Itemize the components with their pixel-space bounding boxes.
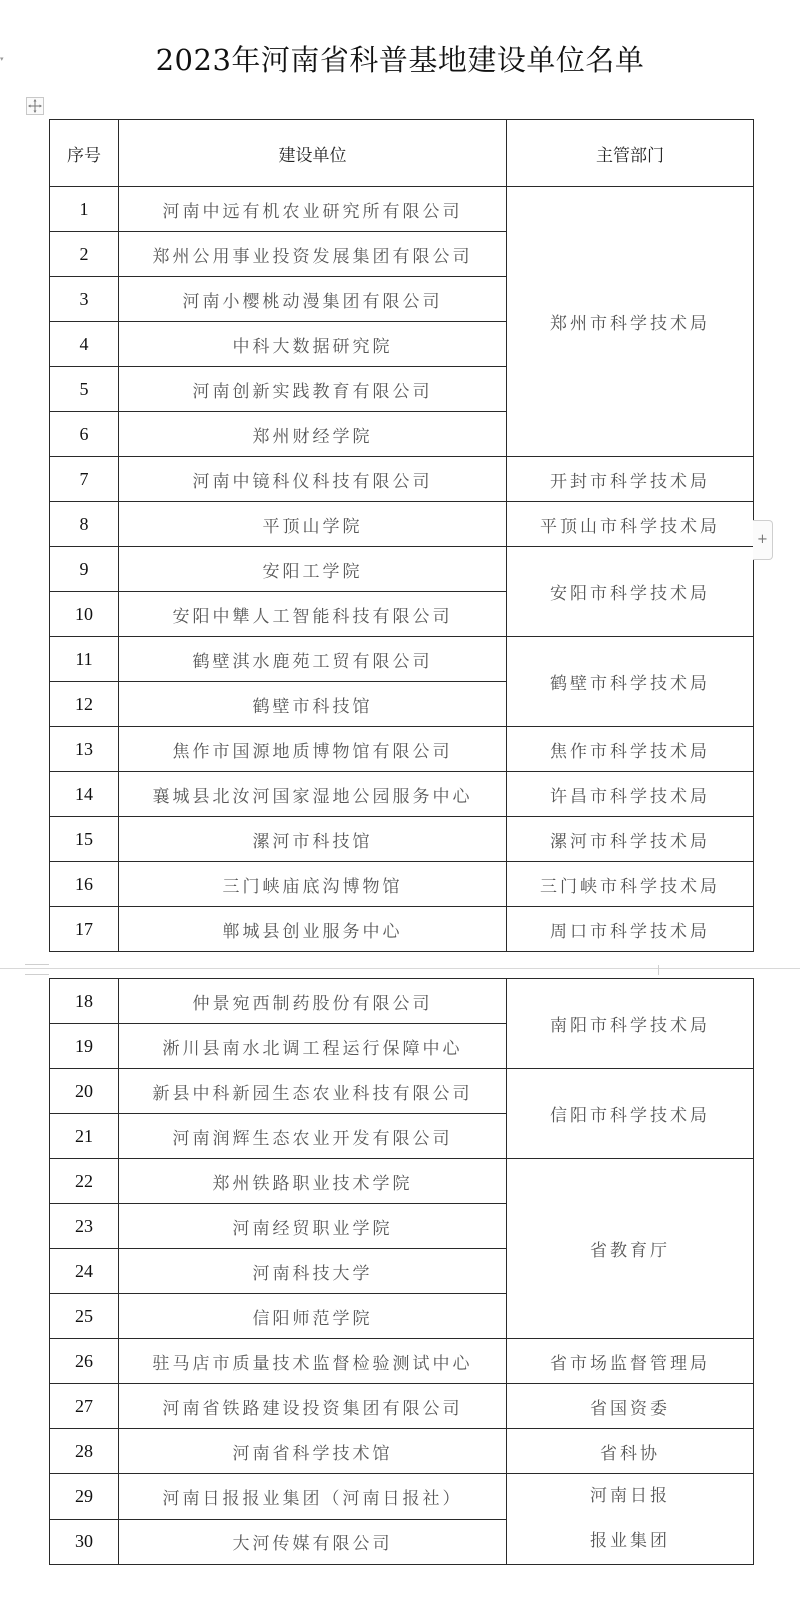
row-unit: 河南经贸职业学院 [119,1204,507,1249]
row-index: 21 [50,1114,119,1159]
row-unit: 河南省铁路建设投资集团有限公司 [119,1384,507,1429]
row-dept: 安阳市科学技术局 [507,547,754,637]
row-unit: 中科大数据研究院 [119,322,507,367]
row-dept: 郑州市科学技术局 [507,187,754,457]
row-index: 16 [50,862,119,907]
row-dept: 南阳市科学技术局 [507,979,754,1069]
page-break-line [0,968,800,969]
table-header-row [50,120,754,187]
row-index: 26 [50,1339,119,1384]
row-dept: 焦作市科学技术局 [507,727,754,772]
row-index: 19 [50,1024,119,1069]
row-unit: 河南中远有机农业研究所有限公司 [119,187,507,232]
table-row [50,1384,754,1429]
table-row [50,817,754,862]
row-unit: 河南创新实践教育有限公司 [119,367,507,412]
row-index: 6 [50,412,119,457]
row-index: 24 [50,1249,119,1294]
row-unit: 河南日报报业集团（河南日报社） [119,1474,507,1520]
row-unit: 河南科技大学 [119,1249,507,1294]
row-index: 8 [50,502,119,547]
row-unit: 郑州铁路职业技术学院 [119,1159,507,1204]
row-dept: 省国资委 [507,1384,754,1429]
row-unit: 仲景宛西制药股份有限公司 [119,979,507,1024]
row-index: 12 [50,682,119,727]
collapse-arrow-icon[interactable]: ▾ [0,55,4,63]
table-row [50,457,754,502]
table-row [50,502,754,547]
table-row [50,637,754,682]
row-index: 13 [50,727,119,772]
row-dept: 周口市科学技术局 [507,907,754,952]
row-index: 11 [50,637,119,682]
row-index: 29 [50,1474,119,1520]
row-index: 17 [50,907,119,952]
science-base-table-part2 [49,978,754,1565]
row-index: 20 [50,1069,119,1114]
row-unit: 河南省科学技术馆 [119,1429,507,1474]
table-row [50,979,754,1024]
row-index: 22 [50,1159,119,1204]
row-dept: 省教育厅 [507,1159,754,1339]
table-row [50,1159,754,1204]
row-unit: 鹤壁淇水鹿苑工贸有限公司 [119,637,507,682]
row-index: 3 [50,277,119,322]
row-unit: 平顶山学院 [119,502,507,547]
row-index: 2 [50,232,119,277]
table-row [50,547,754,592]
row-index: 18 [50,979,119,1024]
row-unit: 郸城县创业服务中心 [119,907,507,952]
row-dept: 平顶山市科学技术局 [507,502,754,547]
row-index: 14 [50,772,119,817]
page-break-marker-left [25,964,49,975]
row-unit: 河南中镜科仪科技有限公司 [119,457,507,502]
dept-line-1: 河南日报 [590,1486,670,1506]
table-move-handle[interactable] [26,97,44,115]
row-dept: 漯河市科学技术局 [507,817,754,862]
row-index: 10 [50,592,119,637]
row-unit: 郑州财经学院 [119,412,507,457]
row-dept: 省市场监督管理局 [507,1339,754,1384]
document-title: 2023年河南省科普基地建设单位名单 [155,43,645,77]
row-unit: 三门峡庙底沟博物馆 [119,862,507,907]
row-index: 15 [50,817,119,862]
row-unit: 淅川县南水北调工程运行保障中心 [119,1024,507,1069]
row-dept [507,1474,754,1565]
add-row-button[interactable]: + [753,520,773,560]
table-row [50,862,754,907]
header-dept: 主管部门 [507,120,754,187]
move-arrows-icon [28,99,42,113]
page-break-marker-right [658,965,659,975]
row-unit: 安阳中犨人工智能科技有限公司 [119,592,507,637]
row-unit: 大河传媒有限公司 [119,1519,507,1565]
table-row [50,727,754,772]
row-dept: 开封市科学技术局 [507,457,754,502]
table-row [50,1069,754,1114]
table-row [50,1339,754,1384]
row-unit: 新县中科新园生态农业科技有限公司 [119,1069,507,1114]
row-unit: 焦作市国源地质博物馆有限公司 [119,727,507,772]
row-index: 1 [50,187,119,232]
row-dept: 许昌市科学技术局 [507,772,754,817]
row-unit: 信阳师范学院 [119,1294,507,1339]
table-row [50,772,754,817]
row-index: 27 [50,1384,119,1429]
row-dept: 信阳市科学技术局 [507,1069,754,1159]
row-unit: 襄城县北汝河国家湿地公园服务中心 [119,772,507,817]
row-index: 9 [50,547,119,592]
table-row [50,1429,754,1474]
header-index: 序号 [50,120,119,187]
row-unit: 河南小樱桃动漫集团有限公司 [119,277,507,322]
row-index: 28 [50,1429,119,1474]
row-dept: 鹤壁市科学技术局 [507,637,754,727]
table-row [50,1474,754,1520]
row-index: 30 [50,1519,119,1565]
row-unit: 鹤壁市科技馆 [119,682,507,727]
row-dept: 三门峡市科学技术局 [507,862,754,907]
row-unit: 安阳工学院 [119,547,507,592]
row-index: 7 [50,457,119,502]
row-index: 25 [50,1294,119,1339]
row-unit: 驻马店市质量技术监督检验测试中心 [119,1339,507,1384]
table-row [50,907,754,952]
header-unit: 建设单位 [119,120,507,187]
row-dept: 省科协 [507,1429,754,1474]
row-index: 4 [50,322,119,367]
row-index: 5 [50,367,119,412]
row-unit: 漯河市科技馆 [119,817,507,862]
row-index: 23 [50,1204,119,1249]
row-unit: 郑州公用事业投资发展集团有限公司 [119,232,507,277]
row-unit: 河南润辉生态农业开发有限公司 [119,1114,507,1159]
table-row [50,187,754,232]
science-base-table-part1 [49,119,754,952]
dept-line-2: 报业集团 [590,1531,670,1551]
